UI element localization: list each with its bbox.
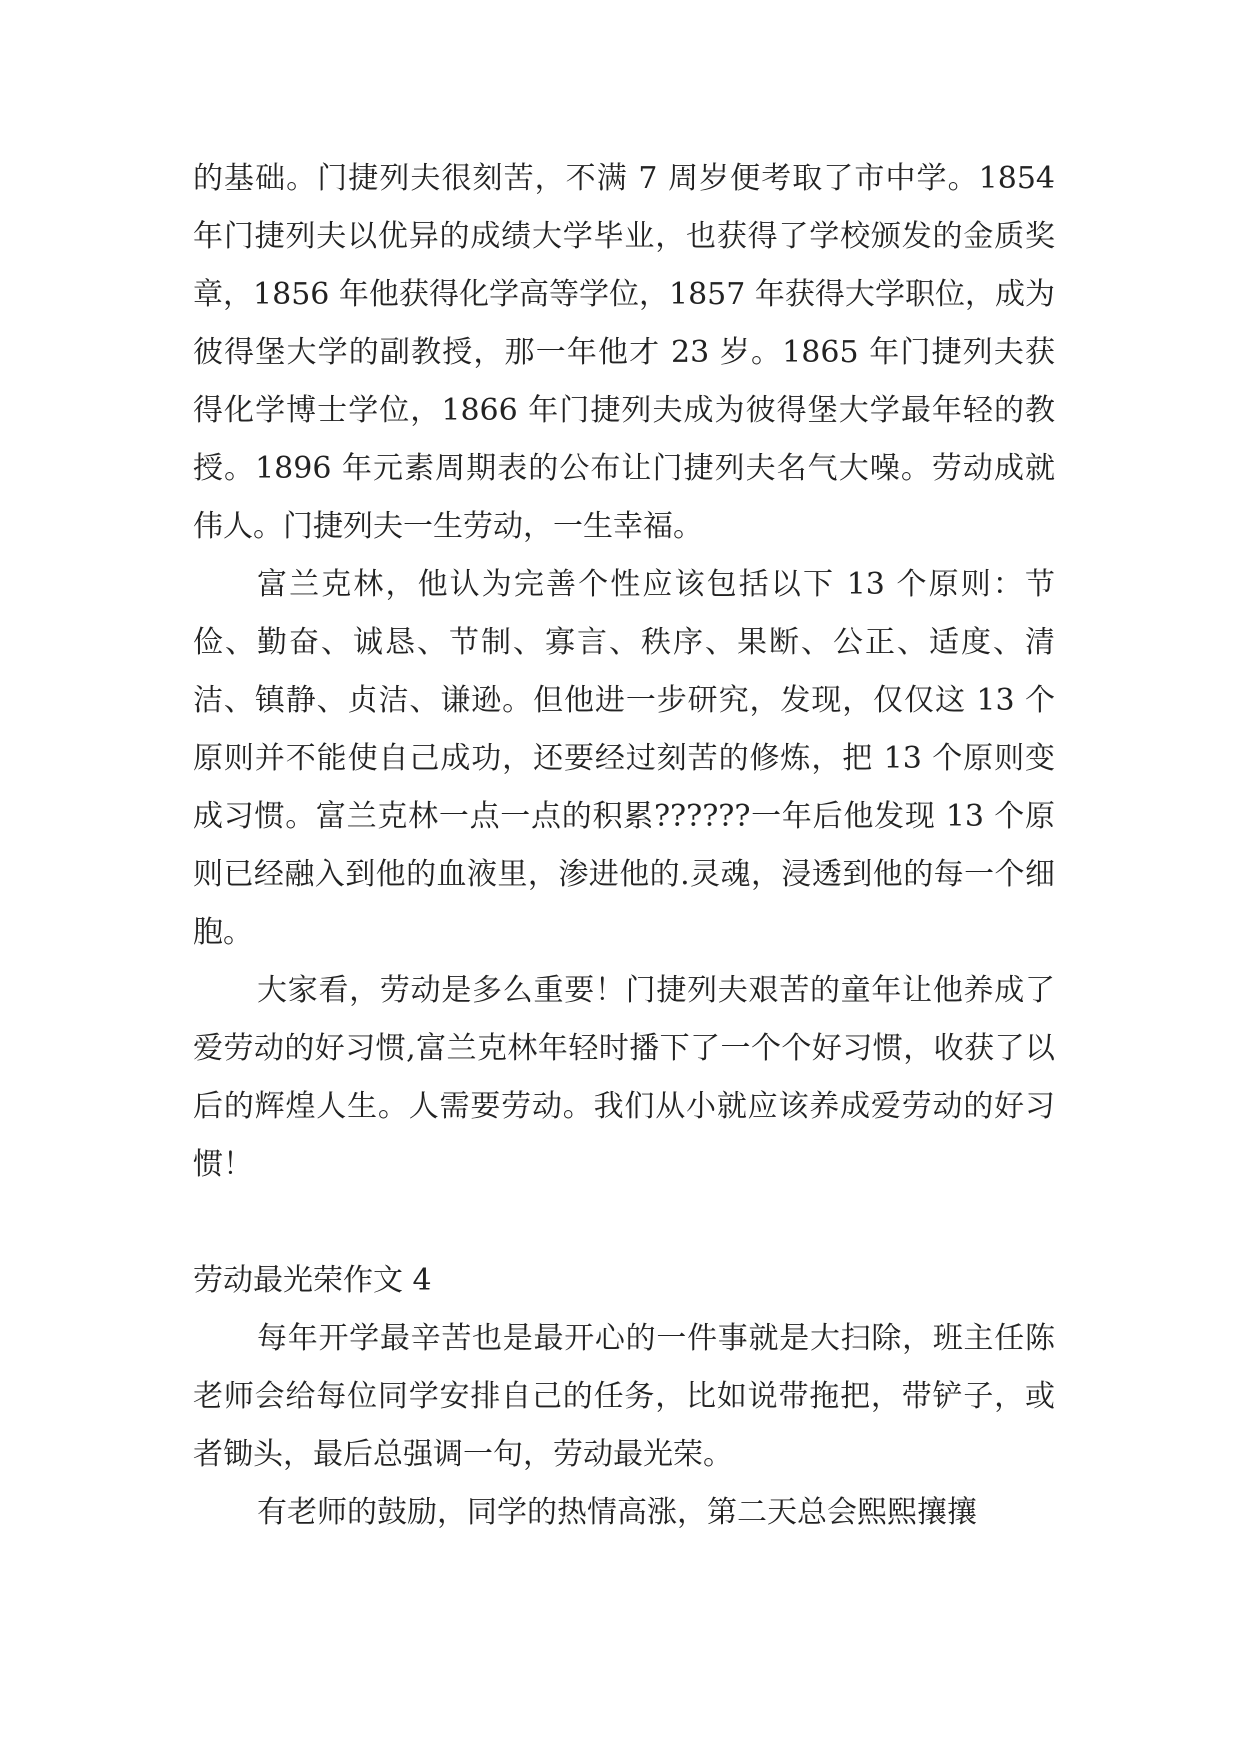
- section-gap: [193, 1194, 1055, 1252]
- document-page: [193, 150, 1055, 1542]
- paragraph-mendeleev-career: 的基础。门捷列夫很刻苦，不满 7 周岁便考取了市中学。1854 年门捷列夫以优异的成绩大学毕业，也获得了学校颁发的金质奖章，1856 年他获得化学高等学位，1857 年获得大学职位，成为彼得堡大学的副教授，那一年他才 23 岁。1865 年门捷列夫获得化学博士学位，1866 年门捷列夫成为彼得堡大学最年轻的教授。1896 年元素周期表的公布让门捷列夫名气大噪。劳动成就伟人。门捷列夫一生劳动，一生幸福。: [193, 161, 1055, 544]
- paragraph-franklin-principles: 富兰克林，他认为完善个性应该包括以下 13 个原则：节俭、勤奋、诚恳、节制、寡言、秩序、果断、公正、适度、清洁、镇静、贞洁、谦逊。但他进一步研究，发现，仅仅这 13 个原则并不能使自己成功，还要经过刻苦的修炼，把 13 个原则变成习惯。富兰克林一点一点的积累??????一年后他发现 13 个原则已经融入到他的血液里，渗进他的.灵魂，浸透到他的每一个细胞。: [193, 567, 1055, 950]
- paragraph-teacher-encouragement: 有老师的鼓励，同学的热情高涨，第二天总会熙熙攘攘: [257, 1495, 977, 1530]
- section-heading: 劳动最光荣作文 4: [193, 1263, 432, 1298]
- paragraph-labor-importance: 大家看，劳动是多么重要！门捷列夫艰苦的童年让他养成了爱劳动的好习惯,富兰克林年轻时播下了一个个好习惯，收获了以后的辉煌人生。人需要劳动。我们从小就应该养成爱劳动的好习惯！: [193, 973, 1055, 1182]
- paragraph-cleaning-day: 每年开学最辛苦也是最开心的一件事就是大扫除，班主任陈老师会给每位同学安排自己的任务，比如说带拖把，带铲子，或者锄头，最后总强调一句，劳动最光荣。: [193, 1321, 1055, 1472]
